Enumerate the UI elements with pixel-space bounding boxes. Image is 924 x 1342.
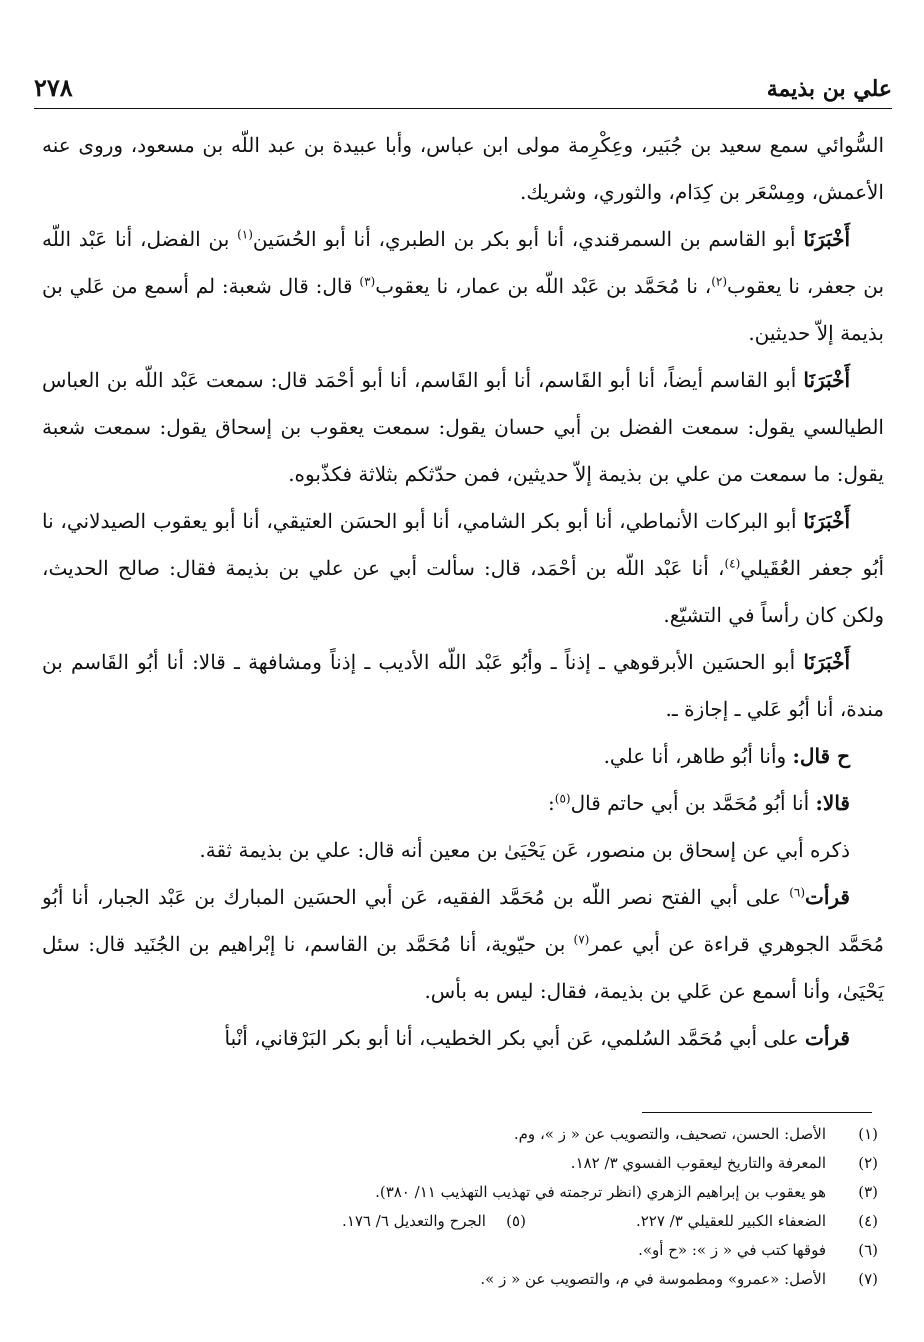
footnote-1 <box>60 1120 878 1149</box>
footnote-5 <box>342 1207 526 1236</box>
footnote-number: (٥) <box>506 1212 526 1230</box>
isnad-keyword: أَخْبَرَنَا <box>803 509 850 533</box>
footnote-text: هو يعقوب بن إبراهيم الزهري (انظر ترجمته في تهذيب التهذيب ١١/ ٣٨٠). <box>375 1183 826 1201</box>
footnote-text: الجرح والتعديل ٦/ ١٧٦. <box>342 1212 486 1230</box>
footnote-ref: (٥) <box>554 791 571 806</box>
text-run: على أبي مُحَمَّد السُلمي، عَن أبي بكر الخطيب، أنا أبو بكر البَرْقاني، أنْبأ <box>224 1026 806 1050</box>
text-run: قال: قال شعبة: لم أسمع من عَلي بن بذيمة إلاّ حديثين. <box>42 274 884 345</box>
text-run: أبو القاسم بن السمرقندي، أنا أبو بكر بن الطبري، أنا أبو الحُسَين <box>252 227 804 251</box>
text-run: وروى عنه الأعمش، ومِسْعَر بن كِدَام، والثوري، وشريك. <box>42 133 884 204</box>
paragraph-6 <box>42 733 884 780</box>
paragraph-8 <box>42 827 884 874</box>
footnote-3 <box>60 1178 878 1207</box>
footnote-ref: (٣) <box>359 274 376 289</box>
footnote-text: الأصل: الحسن، تصحيف، والتصويب عن « ز »، وم. <box>513 1125 826 1143</box>
isnad-keyword: ح قال: <box>792 744 850 768</box>
text-run: وأنا أبُو طاهر، أنا علي. <box>603 744 793 768</box>
text-run: ، نا مُحَمَّد بن عَبْد اللّه بن عمار، نا يعقوب <box>375 274 712 298</box>
footnote-ref: (٧) <box>573 932 590 947</box>
paragraph-4 <box>42 498 884 639</box>
text-run: أبو القاسم أيضاً، أنا أبو القَاسم، أنا أبو القَاسم، أنا أبو أحْمَد قال: سمعت عَبْد اللّه بن العباس الطيالسي يقول: سمعت الفضل بن أبي حسان يقول: سمعت يعقوب بن إسحاق يقول: سمعت شعبة يقول: ما سمعت من علي بن بذيمة إلاّ حديثين، فمن حدّثكم بثلاثة فكذّبوه. <box>42 368 884 486</box>
footnote-text: الضعفاء الكبير للعقيلي ٣/ ٢٢٧. <box>635 1212 826 1230</box>
footnote-text: المعرفة والتاريخ ليعقوب الفسوي ٣/ ١٨٢. <box>570 1154 826 1172</box>
text-run: : <box>548 791 555 815</box>
footnote-number: (٦) <box>858 1241 878 1259</box>
paragraph-7 <box>42 780 884 827</box>
isnad-keyword: أَخْبَرَنَا <box>803 368 850 392</box>
isnad-keyword: قالا: <box>815 791 850 815</box>
footnote-text: فوقها كتب في « ز »: «ح أو». <box>638 1241 826 1259</box>
text-run: أبو البركات الأنماطي، أنا أبو بكر الشامي، أنا أبو الحسَن العتيقي، أنا أبو يعقوب الصيدلاني، نا أبُو جعفر العُقَيلي <box>42 509 885 580</box>
footnote-7 <box>60 1265 878 1294</box>
text-run: ذكره أبي عن إسحاق بن منصور، عَن يَحْيَىٰ بن معين أنه قال: علي بن بذيمة ثقة. <box>199 838 850 862</box>
text-run: السُّوائي سمع سعيد بن جُبَير، وعِكْرِمة مولى ابن عباس، وأبا عبيدة بن عبد اللّه بن مسعود، <box>130 133 884 157</box>
text-run: أنا أبُو مُحَمَّد بن أبي حاتم قال <box>570 791 816 815</box>
page-number: ٢٧٨ <box>34 73 73 102</box>
text-run: بن حيّوية، أنا مُحَمَّد بن القاسم، نا إبْراهيم بن الجُنَيد قال: سئل يَحْيَىٰ، وأنا أسمع عن عَلي بن بذيمة، فقال: ليس به بأس. <box>42 932 884 1003</box>
paragraph-9 <box>42 874 884 1015</box>
paragraph-5 <box>42 639 884 733</box>
footnote-ref: (٢) <box>711 274 728 289</box>
running-title: علي بن بذيمة <box>766 76 892 102</box>
isnad-keyword: قرأت <box>805 885 850 909</box>
isnad-keyword: قرأت <box>805 1026 850 1050</box>
footnote-ref: (٤) <box>724 556 741 571</box>
footnote-number: (٢) <box>858 1154 878 1172</box>
isnad-keyword: أَخْبَرَنَا <box>803 650 850 674</box>
text-run: ، أنا عَبْد اللّه بن أحْمَد، قال: سألت أبي عن علي بن بذيمة فقال: صالح الحديث، ولكن كان رأساً في التشيّع. <box>42 556 884 627</box>
header-rule <box>34 108 892 109</box>
text-run: أبو الحسَين الأبرقوهي ـ إذناً ـ وأبُو عَبْد اللّه الأديب ـ إذناً ومشافهة ـ قالا: أنا أبُو القَاسم بن مندة، أنا أبُو عَلي ـ إجازة ـ. <box>42 650 884 721</box>
main-text <box>42 122 884 1062</box>
isnad-keyword: أَخْبَرَنَا <box>803 227 851 251</box>
paragraph-2 <box>42 216 884 357</box>
footnote-ref: (٦) <box>789 885 806 900</box>
footnote-number: (٣) <box>858 1183 878 1201</box>
footnote-rule <box>642 1112 872 1113</box>
footnote-number: (١) <box>858 1125 878 1143</box>
footnote-text: الأصل: «عمرو» ومطموسة في م، والتصويب عن « ز ». <box>480 1270 826 1288</box>
footnote-ref: (١) <box>237 227 253 242</box>
paragraph-1 <box>42 122 884 216</box>
text-run: بن الفضل، أنا عَبْد اللّه بن جعفر، نا يعقوب <box>42 227 885 298</box>
footnote-6 <box>60 1236 878 1265</box>
paragraph-3 <box>42 357 884 498</box>
paragraph-10 <box>42 1015 884 1062</box>
footnote-4 <box>636 1207 878 1236</box>
footnote-4-5 <box>60 1207 878 1236</box>
footnote-2 <box>60 1149 878 1178</box>
footnote-number: (٤) <box>858 1212 878 1230</box>
text-run: على أبي الفتح نصر اللّه بن مُحَمَّد الفقيه، عَن أبي الحسَين المبارك بن عَبْد الجبار، أنا أبُو مُحَمَّد الجوهري قراءة عن أبي عمر <box>42 885 884 956</box>
page-header <box>34 58 892 102</box>
footnotes <box>60 1120 878 1294</box>
footnote-number: (٧) <box>858 1270 878 1288</box>
